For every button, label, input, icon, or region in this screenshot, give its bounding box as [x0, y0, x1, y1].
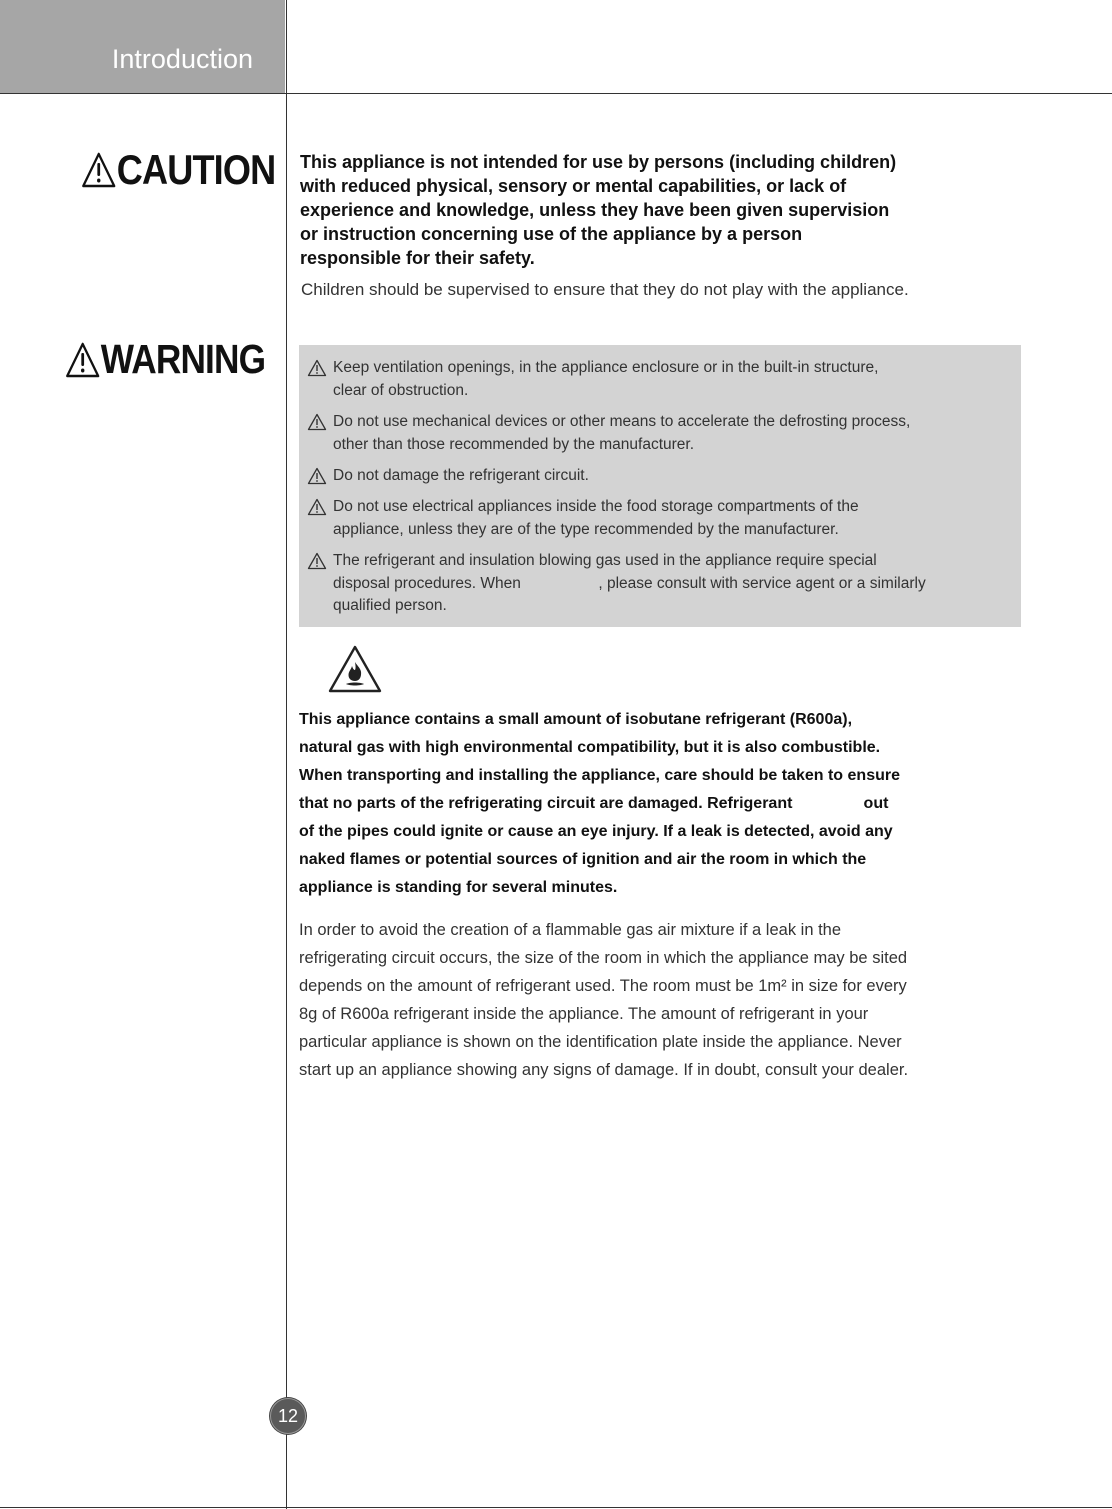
caution-heading	[80, 146, 275, 194]
warning-label: WARNING	[100, 336, 265, 382]
body-line: depends on the amount of refrigerant used. The room must be 1m² in size for every	[299, 977, 907, 995]
warning-triangle-icon	[64, 341, 100, 379]
flammable-warning-icon	[327, 644, 383, 694]
flammable-line: that no parts of the refrigerating circuit are damaged. Refrigerant out	[299, 795, 889, 812]
flammable-line: naked flames or potential sources of ignition and air the room in which the	[299, 851, 867, 868]
body-line: start up an appliance showing any signs of damage. If in doubt, consult your dealer.	[299, 1061, 909, 1079]
warning-triangle-icon	[307, 496, 333, 521]
warning-triangle-icon	[307, 411, 333, 436]
warning-triangle-icon	[80, 151, 116, 189]
warning-item	[307, 550, 1013, 618]
page-number: 12	[270, 1398, 306, 1434]
body-line: In order to avoid the creation of a flammable gas air mixture if a leak in the	[299, 921, 842, 939]
body-line: particular appliance is shown on the identification plate inside the appliance. Never	[299, 1033, 902, 1051]
flammable-line: This appliance contains a small amount of isobutane refrigerant (R600a),	[299, 711, 853, 728]
caution-line: responsible for their safety.	[300, 248, 535, 268]
body-line: 8g of R600a refrigerant inside the appliance. The amount of refrigerant in your	[299, 1005, 869, 1023]
warning-item	[307, 465, 1013, 490]
warning-item-text: Do not damage the refrigerant circuit.	[333, 467, 589, 484]
section-tab	[0, 0, 285, 93]
caution-line: or instruction concerning use of the appliance by a person	[300, 224, 803, 244]
footer-divider	[0, 1507, 1112, 1508]
flammable-line: When transporting and installing the appliance, care should be taken to ensure	[299, 767, 900, 784]
caution-line: This appliance is not intended for use by persons (including children)	[300, 152, 897, 172]
warning-box	[299, 345, 1021, 627]
header-divider	[0, 93, 1112, 94]
warning-triangle-icon	[307, 550, 333, 575]
warning-item-text: qualified person.	[333, 597, 447, 614]
warning-item-text: disposal procedures. When , please consult with service agent or a similarly	[333, 574, 926, 592]
warning-item	[307, 496, 1013, 541]
body-line: refrigerating circuit occurs, the size of the room in which the appliance may be sited	[299, 949, 908, 967]
warning-triangle-icon	[307, 465, 333, 490]
caution-line: experience and knowledge, unless they have been given supervision	[300, 200, 890, 220]
flammable-line: natural gas with high environmental compatibility, but it is also combustible.	[299, 739, 881, 756]
warning-triangle-icon	[307, 357, 333, 382]
warning-item	[307, 357, 1013, 402]
caution-text	[300, 150, 1000, 270]
flammable-line: of the pipes could ignite or cause an eye injury. If a leak is detected, avoid any	[299, 823, 893, 840]
room-size-guidance	[299, 916, 1019, 1084]
warning-heading	[64, 336, 265, 383]
flammable-line: appliance is standing for several minutes.	[299, 879, 618, 896]
warning-item-text: clear of obstruction.	[333, 381, 469, 399]
warning-item-text: The refrigerant and insulation blowing gas used in the appliance require special	[333, 552, 877, 569]
column-divider	[286, 0, 287, 1509]
caution-line: with reduced physical, sensory or mental capabilities, or lack of	[300, 176, 847, 196]
warning-item-text: other than those recommended by the manufacturer.	[333, 435, 695, 453]
warning-item	[307, 411, 1013, 456]
warning-item-text: Do not use electrical appliances inside the food storage compartments of the	[333, 498, 859, 515]
section-title: Introduction	[111, 44, 253, 74]
warning-item-text: appliance, unless they are of the type recommended by the manufacturer.	[333, 520, 839, 538]
caution-label: CAUTION	[116, 146, 275, 193]
warning-item-text: Keep ventilation openings, in the appliance enclosure or in the built-in structure,	[333, 359, 879, 376]
flammable-warning-text	[299, 706, 1019, 902]
warning-item-text: Do not use mechanical devices or other means to accelerate the defrosting process,	[333, 413, 911, 430]
caution-note: Children should be supervised to ensure that they do not play with the appliance.	[301, 280, 909, 299]
